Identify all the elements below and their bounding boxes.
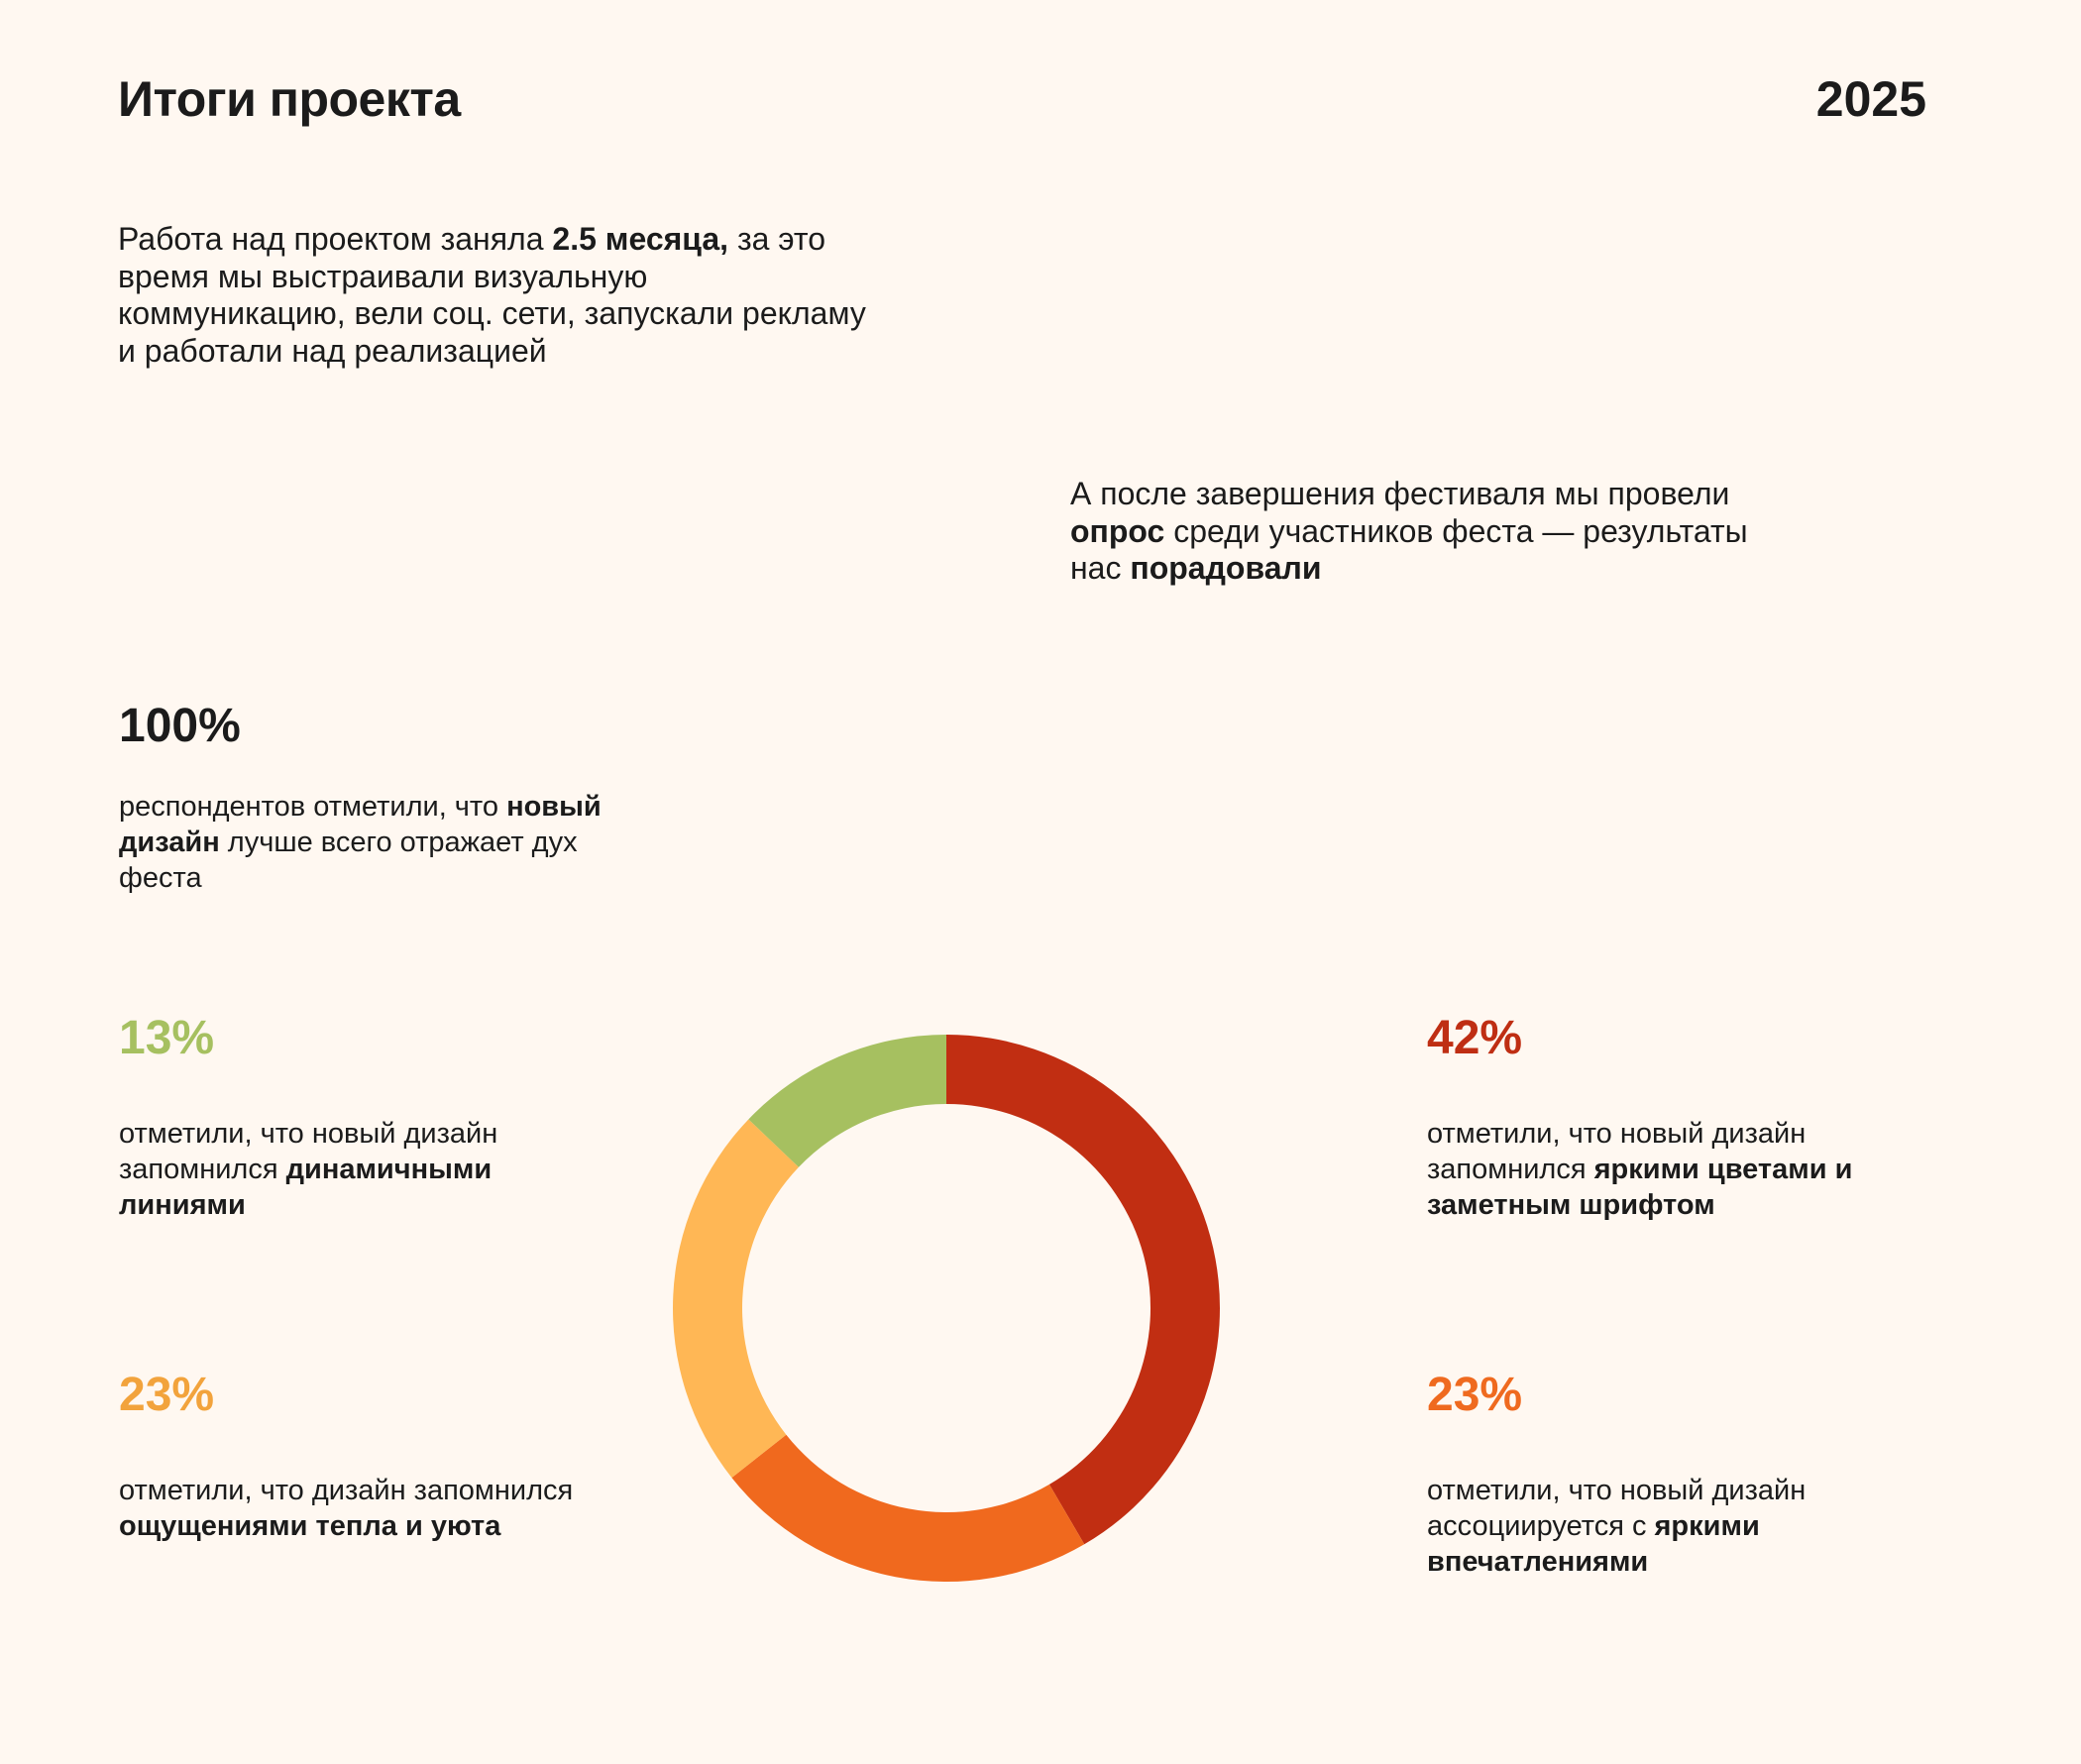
stat-impressions-part1: отметили, что новый дизайн ассоциируется с xyxy=(1427,1475,1807,1542)
donut-slice-1 xyxy=(731,1435,1084,1582)
total-stat-part2: лучше всего отражает дух феста xyxy=(119,827,578,894)
total-stat-text xyxy=(119,789,614,896)
survey-text-part2: среди участников феста — результаты нас xyxy=(1070,512,1748,586)
donut-slice-2 xyxy=(673,1119,799,1478)
donut-chart xyxy=(669,1031,1224,1586)
stat-lines-text xyxy=(119,1116,614,1223)
stat-warmth-text xyxy=(119,1473,614,1544)
survey-bold-poll: опрос xyxy=(1070,512,1165,549)
stat-warmth-value: 23% xyxy=(119,1369,215,1421)
stat-impressions-text xyxy=(1427,1473,1942,1580)
stat-colors-bold: яркими цветами и заметным шрифтом xyxy=(1427,1154,1853,1221)
donut-slice-0 xyxy=(946,1035,1220,1544)
stat-colors-text xyxy=(1427,1116,1942,1223)
donut-slice-3 xyxy=(748,1035,946,1167)
stat-warmth-bold: ощущениями тепла и уюта xyxy=(119,1510,501,1542)
intro-duration: 2.5 месяца, xyxy=(552,221,729,257)
total-stat-value: 100% xyxy=(119,700,241,752)
stat-colors-part1: отметили, что новый дизайн запомнился xyxy=(1427,1118,1807,1185)
stat-impressions-value: 23% xyxy=(1427,1369,1523,1421)
total-stat-part1: респондентов отметили, что xyxy=(119,791,507,823)
page-year: 2025 xyxy=(1815,71,1926,127)
stat-lines-value: 13% xyxy=(119,1012,215,1064)
intro-text xyxy=(118,221,871,370)
stat-lines-part1: отметили, что новый дизайн запомнился xyxy=(119,1118,498,1185)
stat-impressions-bold: яркими впечатлениями xyxy=(1427,1510,1760,1578)
stat-colors-value: 42% xyxy=(1427,1012,1523,1064)
stat-warmth-part1: отметили, что дизайн запомнился xyxy=(119,1475,574,1506)
page-title: Итоги проекта xyxy=(118,71,461,127)
survey-bold-pleased: порадовали xyxy=(1130,550,1322,586)
survey-text xyxy=(1070,476,1764,588)
intro-text-part2: за это время мы выстраивали визуальную коммуникацию, вели соц. сети, запускали рекламу и работали над реализацией xyxy=(118,221,866,369)
intro-text-part1: Работа над проектом заняла xyxy=(118,221,553,257)
stat-lines-bold: динамичными линиями xyxy=(119,1154,493,1221)
total-stat-bold: новый дизайн xyxy=(119,791,602,858)
survey-text-part1: А после завершения фестиваля мы провели xyxy=(1070,476,1730,511)
